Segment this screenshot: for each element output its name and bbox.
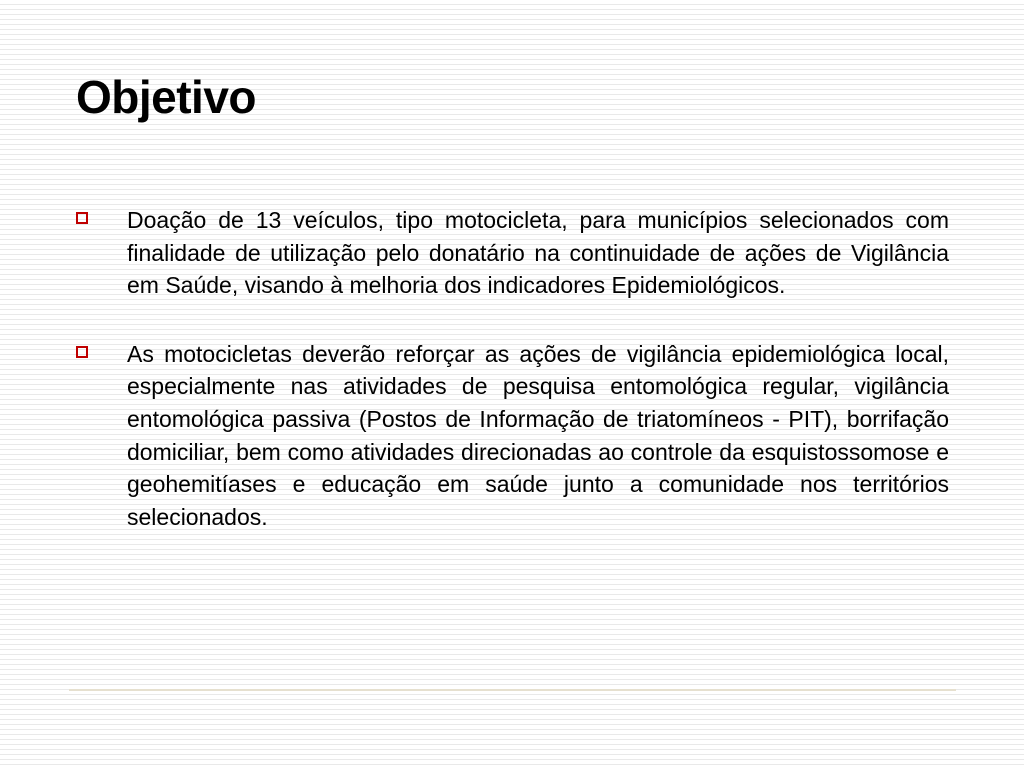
bullet-list [76,204,949,569]
square-bullet-icon [76,212,88,224]
square-bullet-icon [76,346,88,358]
bullet-item-motorcycles [76,338,949,534]
bullet-item-donation [76,204,949,302]
footer-divider [69,689,956,691]
bullet-text-motorcycles: As motocicletas deverão reforçar as ações de vigilância epidemiológica local, especialmente nas atividades de pesquisa entomológica regular, vigilância entomológica passiva (Postos de Informação de triatomíneos - PIT), borrifação domiciliar, bem como atividades direcionadas ao controle da esquistossomose e geohemitíases e educação em saúde junto a comunidade nos territórios selecionados. [127,340,949,530]
bullet-text-donation: Doação de 13 veículos, tipo motocicleta, para municípios selecionados com finalidade de utilização pelo donatário na continuidade de ações de Vigilância em Saúde, visando à melhoria dos indicadores Epidemiológicos. [127,207,949,299]
slide-title: Objetivo [76,71,257,123]
